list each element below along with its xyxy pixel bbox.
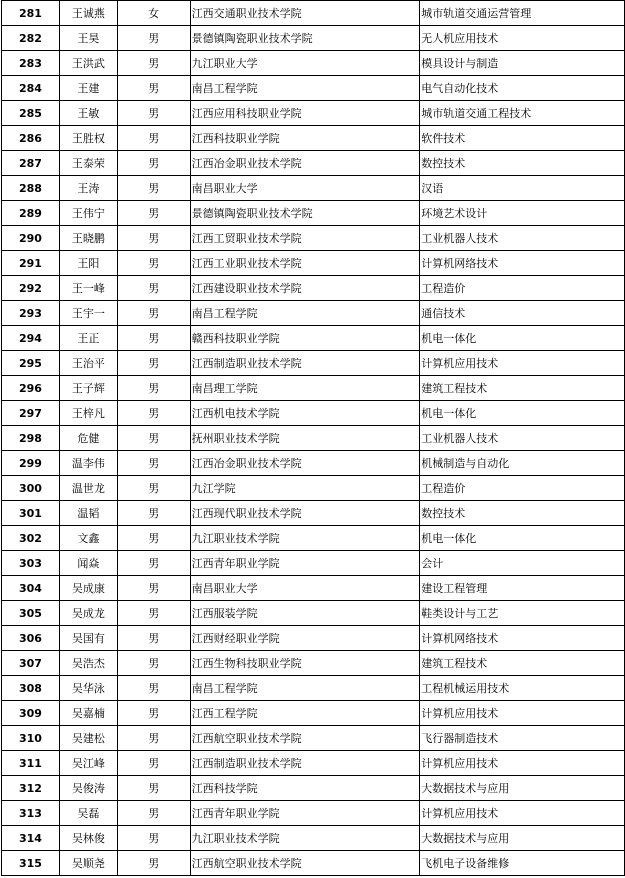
- major-name: 会计: [420, 551, 625, 576]
- student-name: 王胜权: [59, 126, 117, 151]
- student-name: 王涛: [59, 176, 117, 201]
- school-name: 江西服装学院: [190, 601, 420, 626]
- table-row: [2, 426, 625, 451]
- table-row: [2, 676, 625, 701]
- table-row: [2, 201, 625, 226]
- major-name: 无人机应用技术: [420, 26, 625, 51]
- roster-page: [1, 0, 625, 876]
- student-gender: 男: [117, 351, 190, 376]
- major-name: 计算机网络技术: [420, 626, 625, 651]
- student-gender: 男: [117, 701, 190, 726]
- student-name: 吴林俊: [59, 826, 117, 851]
- student-name: 王泰荣: [59, 151, 117, 176]
- major-name: 计算机应用技术: [420, 351, 625, 376]
- student-name: 王子辉: [59, 376, 117, 401]
- school-name: 赣西科技职业学院: [190, 326, 420, 351]
- table-row: [2, 401, 625, 426]
- student-gender: 男: [117, 176, 190, 201]
- table-row: [2, 226, 625, 251]
- student-gender: 男: [117, 376, 190, 401]
- student-gender: 男: [117, 201, 190, 226]
- major-name: 工程机械运用技术: [420, 676, 625, 701]
- row-number: 312: [2, 776, 60, 801]
- table-row: [2, 601, 625, 626]
- student-gender: 男: [117, 26, 190, 51]
- major-name: 数控技术: [420, 151, 625, 176]
- major-name: 工程造价: [420, 476, 625, 501]
- row-number: 291: [2, 251, 60, 276]
- student-gender: 男: [117, 401, 190, 426]
- table-row: [2, 626, 625, 651]
- student-gender: 男: [117, 126, 190, 151]
- school-name: 九江学院: [190, 476, 420, 501]
- student-gender: 男: [117, 451, 190, 476]
- table-row: [2, 126, 625, 151]
- major-name: 机电一体化: [420, 526, 625, 551]
- school-name: 江西青年职业学院: [190, 801, 420, 826]
- student-name: 王伟宁: [59, 201, 117, 226]
- student-name: 王正: [59, 326, 117, 351]
- row-number: 307: [2, 651, 60, 676]
- student-gender: 男: [117, 51, 190, 76]
- major-name: 城市轨道交通工程技术: [420, 101, 625, 126]
- student-gender: 男: [117, 651, 190, 676]
- row-number: 310: [2, 726, 60, 751]
- school-name: 南昌理工学院: [190, 376, 420, 401]
- student-name: 危健: [59, 426, 117, 451]
- school-name: 九江职业技术学院: [190, 526, 420, 551]
- major-name: 机电一体化: [420, 326, 625, 351]
- school-name: 江西生物科技职业学院: [190, 651, 420, 676]
- row-number: 304: [2, 576, 60, 601]
- table-row: [2, 501, 625, 526]
- student-name: 吴成康: [59, 576, 117, 601]
- major-name: 通信技术: [420, 301, 625, 326]
- table-row: [2, 451, 625, 476]
- major-name: 鞋类设计与工艺: [420, 601, 625, 626]
- student-name: 文鑫: [59, 526, 117, 551]
- school-name: 江西工业职业技术学院: [190, 251, 420, 276]
- row-number: 303: [2, 551, 60, 576]
- student-name: 温韬: [59, 501, 117, 526]
- school-name: 江西工程学院: [190, 701, 420, 726]
- row-number: 287: [2, 151, 60, 176]
- row-number: 292: [2, 276, 60, 301]
- row-number: 297: [2, 401, 60, 426]
- student-gender: 男: [117, 501, 190, 526]
- roster-table-body: [2, 1, 625, 876]
- table-row: [2, 826, 625, 851]
- school-name: 九江职业技术学院: [190, 826, 420, 851]
- row-number: 295: [2, 351, 60, 376]
- student-gender: 男: [117, 151, 190, 176]
- row-number: 315: [2, 851, 60, 876]
- major-name: 数控技术: [420, 501, 625, 526]
- table-row: [2, 301, 625, 326]
- student-gender: 男: [117, 476, 190, 501]
- row-number: 301: [2, 501, 60, 526]
- student-gender: 男: [117, 826, 190, 851]
- student-name: 吴华泳: [59, 676, 117, 701]
- row-number: 296: [2, 376, 60, 401]
- school-name: 江西制造职业技术学院: [190, 751, 420, 776]
- student-name: 王晓鹏: [59, 226, 117, 251]
- student-gender: 男: [117, 626, 190, 651]
- table-row: [2, 276, 625, 301]
- student-gender: 男: [117, 776, 190, 801]
- major-name: 软件技术: [420, 126, 625, 151]
- table-row: [2, 101, 625, 126]
- row-number: 311: [2, 751, 60, 776]
- major-name: 飞机电子设备维修: [420, 851, 625, 876]
- row-number: 302: [2, 526, 60, 551]
- table-row: [2, 751, 625, 776]
- school-name: 九江职业大学: [190, 51, 420, 76]
- student-name: 王诚燕: [59, 1, 117, 26]
- school-name: 景德镇陶瓷职业技术学院: [190, 26, 420, 51]
- student-name: 吴浩杰: [59, 651, 117, 676]
- school-name: 江西航空职业技术学院: [190, 726, 420, 751]
- student-name: 王治平: [59, 351, 117, 376]
- student-name: 吴磊: [59, 801, 117, 826]
- major-name: 建筑工程技术: [420, 376, 625, 401]
- student-gender: 男: [117, 251, 190, 276]
- student-gender: 男: [117, 301, 190, 326]
- student-name: 王建: [59, 76, 117, 101]
- table-row: [2, 1, 625, 26]
- student-gender: 男: [117, 226, 190, 251]
- student-gender: 男: [117, 726, 190, 751]
- school-name: 江西冶金职业技术学院: [190, 451, 420, 476]
- row-number: 299: [2, 451, 60, 476]
- school-name: 江西工贸职业技术学院: [190, 226, 420, 251]
- major-name: 汉语: [420, 176, 625, 201]
- table-row: [2, 576, 625, 601]
- major-name: 计算机应用技术: [420, 701, 625, 726]
- student-gender: 女: [117, 1, 190, 26]
- student-name: 王阳: [59, 251, 117, 276]
- major-name: 计算机应用技术: [420, 751, 625, 776]
- row-number: 294: [2, 326, 60, 351]
- table-row: [2, 151, 625, 176]
- major-name: 工业机器人技术: [420, 226, 625, 251]
- student-gender: 男: [117, 751, 190, 776]
- student-gender: 男: [117, 526, 190, 551]
- school-name: 江西机电技术学院: [190, 401, 420, 426]
- table-row: [2, 801, 625, 826]
- school-name: 江西青年职业学院: [190, 551, 420, 576]
- major-name: 建筑工程技术: [420, 651, 625, 676]
- school-name: 江西科技职业学院: [190, 126, 420, 151]
- row-number: 309: [2, 701, 60, 726]
- school-name: 江西财经职业学院: [190, 626, 420, 651]
- row-number: 285: [2, 101, 60, 126]
- student-gender: 男: [117, 676, 190, 701]
- student-name: 吴俊涛: [59, 776, 117, 801]
- student-name: 王宇一: [59, 301, 117, 326]
- student-gender: 男: [117, 101, 190, 126]
- student-name: 吴江峰: [59, 751, 117, 776]
- school-name: 江西应用科技职业学院: [190, 101, 420, 126]
- roster-table: [1, 0, 625, 876]
- row-number: 293: [2, 301, 60, 326]
- student-name: 吴顺尧: [59, 851, 117, 876]
- student-gender: 男: [117, 276, 190, 301]
- row-number: 289: [2, 201, 60, 226]
- major-name: 建设工程管理: [420, 576, 625, 601]
- school-name: 南昌职业大学: [190, 576, 420, 601]
- table-row: [2, 551, 625, 576]
- major-name: 工业机器人技术: [420, 426, 625, 451]
- student-name: 吴建松: [59, 726, 117, 751]
- student-name: 王昊: [59, 26, 117, 51]
- major-name: 模具设计与制造: [420, 51, 625, 76]
- student-name: 温李伟: [59, 451, 117, 476]
- row-number: 283: [2, 51, 60, 76]
- school-name: 江西交通职业技术学院: [190, 1, 420, 26]
- student-name: 温世龙: [59, 476, 117, 501]
- school-name: 江西建设职业技术学院: [190, 276, 420, 301]
- major-name: 飞行器制造技术: [420, 726, 625, 751]
- table-row: [2, 526, 625, 551]
- table-row: [2, 476, 625, 501]
- school-name: 江西航空职业技术学院: [190, 851, 420, 876]
- school-name: 江西现代职业技术学院: [190, 501, 420, 526]
- table-row: [2, 701, 625, 726]
- major-name: 电气自动化技术: [420, 76, 625, 101]
- school-name: 南昌工程学院: [190, 676, 420, 701]
- major-name: 机电一体化: [420, 401, 625, 426]
- school-name: 江西制造职业技术学院: [190, 351, 420, 376]
- school-name: 江西科技学院: [190, 776, 420, 801]
- major-name: 计算机应用技术: [420, 801, 625, 826]
- student-gender: 男: [117, 426, 190, 451]
- row-number: 290: [2, 226, 60, 251]
- major-name: 环境艺术设计: [420, 201, 625, 226]
- student-name: 王洪武: [59, 51, 117, 76]
- row-number: 306: [2, 626, 60, 651]
- student-name: 吴国有: [59, 626, 117, 651]
- row-number: 308: [2, 676, 60, 701]
- major-name: 大数据技术与应用: [420, 776, 625, 801]
- table-row: [2, 376, 625, 401]
- school-name: 抚州职业技术学院: [190, 426, 420, 451]
- student-gender: 男: [117, 551, 190, 576]
- table-row: [2, 251, 625, 276]
- student-name: 王敏: [59, 101, 117, 126]
- student-gender: 男: [117, 851, 190, 876]
- student-name: 吴成龙: [59, 601, 117, 626]
- table-row: [2, 76, 625, 101]
- school-name: 江西冶金职业技术学院: [190, 151, 420, 176]
- major-name: 机械制造与自动化: [420, 451, 625, 476]
- row-number: 305: [2, 601, 60, 626]
- row-number: 282: [2, 26, 60, 51]
- table-row: [2, 176, 625, 201]
- table-row: [2, 651, 625, 676]
- student-gender: 男: [117, 76, 190, 101]
- row-number: 298: [2, 426, 60, 451]
- row-number: 314: [2, 826, 60, 851]
- school-name: 南昌工程学院: [190, 76, 420, 101]
- table-row: [2, 851, 625, 876]
- row-number: 288: [2, 176, 60, 201]
- major-name: 计算机网络技术: [420, 251, 625, 276]
- student-name: 闻焱: [59, 551, 117, 576]
- school-name: 南昌工程学院: [190, 301, 420, 326]
- school-name: 南昌职业大学: [190, 176, 420, 201]
- student-gender: 男: [117, 601, 190, 626]
- row-number: 313: [2, 801, 60, 826]
- major-name: 城市轨道交通运营管理: [420, 1, 625, 26]
- student-gender: 男: [117, 801, 190, 826]
- table-row: [2, 51, 625, 76]
- student-gender: 男: [117, 326, 190, 351]
- row-number: 300: [2, 476, 60, 501]
- table-row: [2, 776, 625, 801]
- major-name: 大数据技术与应用: [420, 826, 625, 851]
- major-name: 工程造价: [420, 276, 625, 301]
- row-number: 286: [2, 126, 60, 151]
- row-number: 284: [2, 76, 60, 101]
- student-name: 王梓凡: [59, 401, 117, 426]
- table-row: [2, 326, 625, 351]
- table-row: [2, 351, 625, 376]
- student-name: 吴嘉楠: [59, 701, 117, 726]
- row-number: 281: [2, 1, 60, 26]
- school-name: 景德镇陶瓷职业技术学院: [190, 201, 420, 226]
- table-row: [2, 726, 625, 751]
- student-gender: 男: [117, 576, 190, 601]
- student-name: 王一峰: [59, 276, 117, 301]
- table-row: [2, 26, 625, 51]
